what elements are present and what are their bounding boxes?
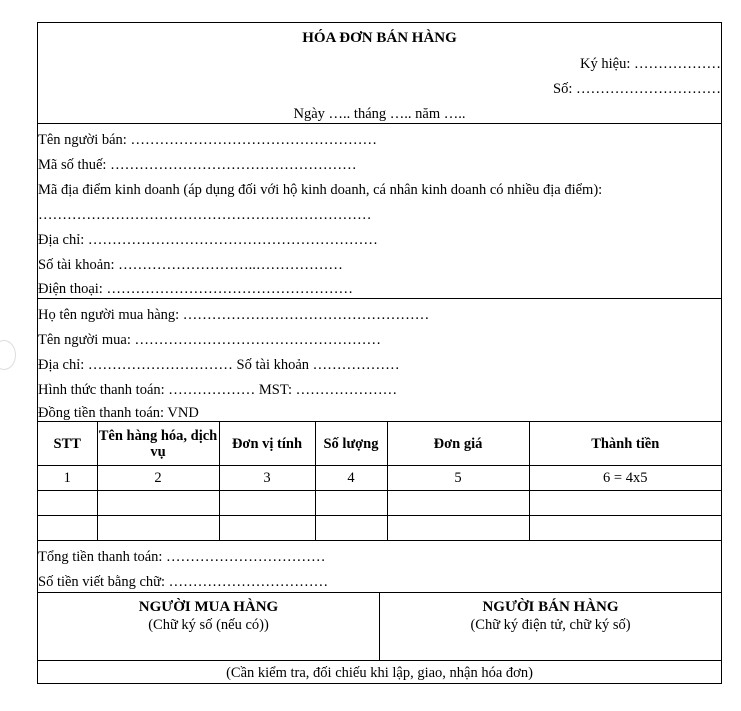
- seller-tax-code: Mã số thuế: ……………………………………………: [38, 157, 357, 173]
- table-cell[interactable]: [387, 516, 529, 541]
- seller-signature-note: (Chữ ký điện tử, chữ ký số): [470, 617, 631, 633]
- side-scroll-handle: [0, 340, 16, 370]
- table-cell[interactable]: [38, 516, 97, 541]
- buyer-payment: Hình thức thanh toán: ……………… MST: …………………: [38, 382, 398, 398]
- total-amount: Tổng tiền thanh toán: ……………………………: [38, 549, 326, 565]
- table-cell[interactable]: [97, 516, 219, 541]
- buyer-name: Tên người mua: ……………………………………………: [38, 332, 381, 348]
- invoice-symbol: Ký hiệu: ………………: [580, 56, 721, 72]
- invoice-footer-note: (Cần kiểm tra, đối chiếu khi lập, giao, nhận hóa đơn): [38, 660, 721, 685]
- table-cell[interactable]: [387, 491, 529, 516]
- column-number: 3: [219, 466, 315, 491]
- table-cell[interactable]: [315, 491, 387, 516]
- column-number: 4: [315, 466, 387, 491]
- table-cell[interactable]: [219, 516, 315, 541]
- table-row: [38, 516, 721, 541]
- seller-address: Địa chỉ: ……………………………………………………: [38, 232, 378, 248]
- buyer-signature-note: (Chữ ký số (nếu có)): [148, 617, 269, 633]
- invoice-header: [38, 23, 721, 124]
- column-header: Thành tiền: [529, 422, 721, 466]
- seller-location-dots: ……………………………………………………………: [38, 207, 372, 223]
- seller-location-code: Mã địa điểm kinh doanh (áp dụng đối với hộ kinh doanh, cá nhân kinh doanh có nhiều địa điểm):: [38, 182, 603, 198]
- seller-signature: [380, 592, 721, 660]
- invoice-title: HÓA ĐƠN BÁN HÀNG: [302, 30, 457, 46]
- column-number: 2: [97, 466, 219, 491]
- table-cell[interactable]: [529, 516, 721, 541]
- invoice-form: [37, 22, 722, 684]
- table-cell[interactable]: [97, 491, 219, 516]
- seller-account: Số tài khoản: ………………………..………………: [38, 257, 343, 273]
- table-number-row: [38, 466, 721, 491]
- buyer-signature-role: NGƯỜI MUA HÀNG: [138, 599, 279, 615]
- table-cell[interactable]: [219, 491, 315, 516]
- table-cell[interactable]: [315, 516, 387, 541]
- items-table: [38, 421, 721, 541]
- column-number: 1: [38, 466, 97, 491]
- column-header: Đơn vị tính: [219, 422, 315, 466]
- column-number: 5: [387, 466, 529, 491]
- buyer-address: Địa chỉ: ………………………… Số tài khoản ………………: [38, 357, 400, 373]
- buyer-full-name: Họ tên người mua hàng: ……………………………………………: [38, 307, 430, 323]
- seller-signature-role: NGƯỜI BÁN HÀNG: [482, 599, 619, 615]
- buyer-section: [38, 299, 721, 421]
- column-header: STT: [38, 422, 97, 466]
- invoice-number: Số: …………………………: [553, 81, 721, 97]
- table-row: [38, 491, 721, 516]
- column-header: Số lượng: [315, 422, 387, 466]
- column-number: 6 = 4x5: [529, 466, 721, 491]
- column-header: Tên hàng hóa, dịch vụ: [97, 422, 219, 466]
- total-in-words: Số tiền viết bằng chữ: ……………………………: [38, 574, 329, 590]
- table-cell[interactable]: [38, 491, 97, 516]
- seller-phone: Điện thoại: ……………………………………………: [38, 281, 353, 297]
- buyer-signature: [38, 592, 380, 660]
- buyer-currency: Đồng tiền thanh toán: VND: [38, 405, 199, 421]
- seller-section: [38, 124, 721, 299]
- seller-name: Tên người bán: ……………………………………………: [38, 132, 377, 148]
- table-cell[interactable]: [529, 491, 721, 516]
- column-header: Đơn giá: [387, 422, 529, 466]
- table-header-row: [38, 422, 721, 466]
- invoice-date: Ngày ….. tháng ….. năm …..: [293, 106, 466, 122]
